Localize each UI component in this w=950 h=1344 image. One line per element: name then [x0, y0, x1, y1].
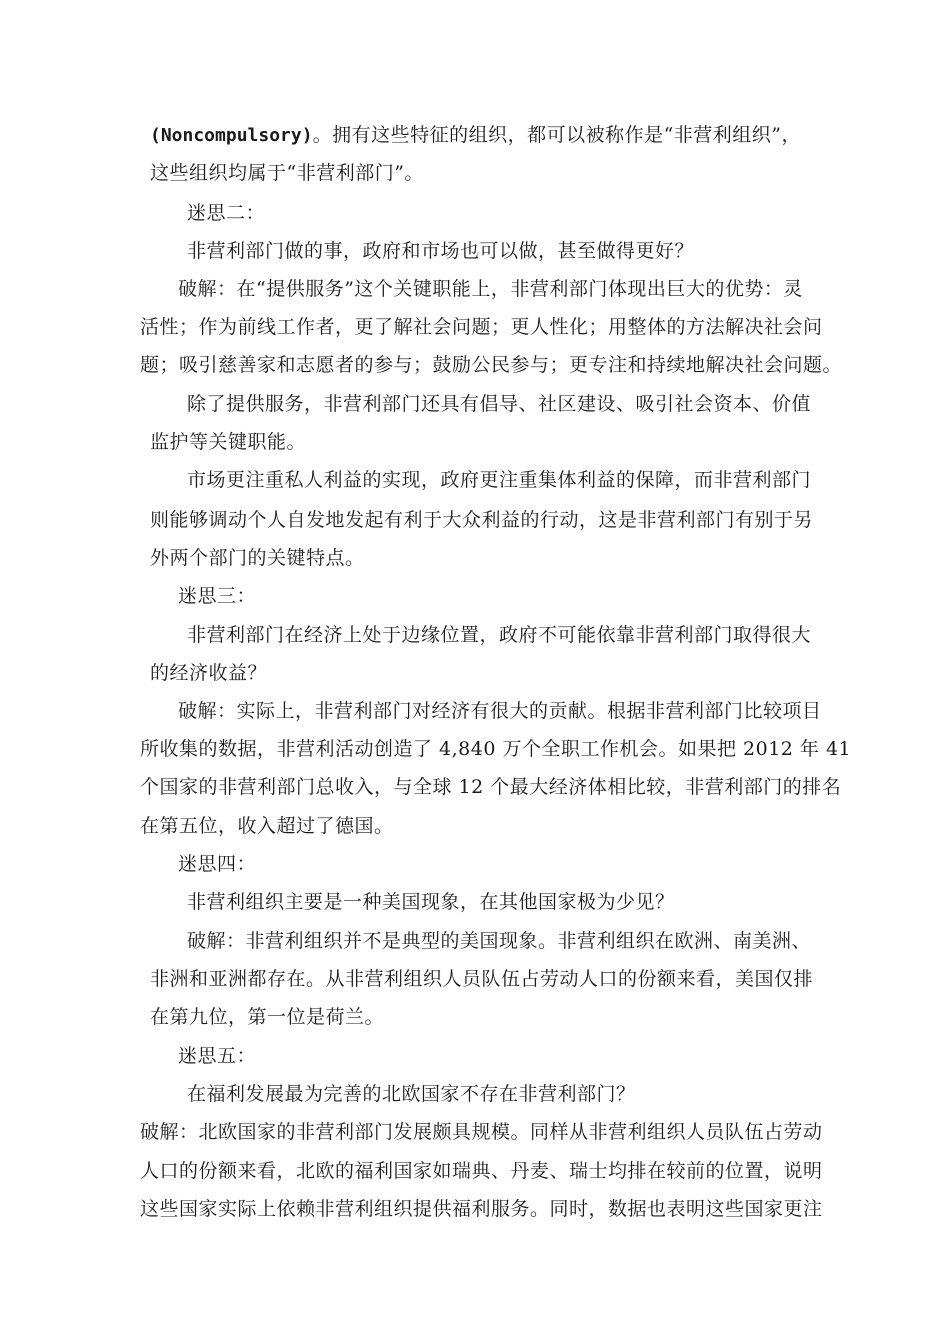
- paragraph-line: 非洲和亚洲都存在。从非营利组织人员队伍占劳动人口的份额来看，美国仅排: [150, 968, 814, 990]
- section-heading: 迷思二：: [187, 202, 266, 224]
- question-line: 非营利部门在经济上处于边缘位置，政府不可能依靠非营利部门取得很大: [187, 624, 812, 646]
- paragraph-line: 除了提供服务，非营利部门还具有倡导、社区建设、吸引社会资本、价值: [187, 393, 812, 415]
- paragraph-line: 破解：在“提供服务”这个关键职能上，非营利部门体现出巨大的优势：灵: [178, 278, 803, 300]
- paragraph-line: 活性；作为前线工作者，更了解社会问题；更人性化；用整体的方法解决社会问: [140, 316, 823, 338]
- paragraph-line: 所收集的数据，非营利活动创造了 4,840 万个全职工作机会。如果把 2012 年 41: [140, 738, 852, 760]
- paragraph-line: 则能够调动个人自发地发起有利于大众利益的行动，这是非营利部门有别于另: [150, 509, 814, 531]
- question-line: 非营利部门做的事，政府和市场也可以做，甚至做得更好？: [187, 240, 695, 262]
- question-line: 非营利组织主要是一种美国现象，在其他国家极为少见？: [187, 891, 675, 913]
- section-heading: 迷思四：: [178, 853, 257, 875]
- paragraph-line: 这些国家实际上依赖非营利组织提供福利服务。同时，数据也表明这些国家更注: [140, 1198, 823, 1220]
- section-heading: 迷思五：: [178, 1045, 257, 1067]
- paragraph-line-1: (Noncompulsory)。拥有这些特征的组织，都可以被称作是“非营利组织”，: [150, 124, 801, 146]
- paragraph-line: 破解：北欧国家的非营利部门发展颇具规模。同样从非营利组织人员队伍占劳动: [140, 1121, 823, 1143]
- paragraph-line: 在第五位，收入超过了德国。: [140, 815, 394, 837]
- paragraph-line-2: 这些组织均属于“非营利部门”。: [150, 162, 424, 184]
- paragraph-line: 个国家的非营利部门总收入，与全球 12 个最大经济体相比较，非营利部门的排名: [140, 776, 842, 798]
- paragraph-line: 监护等关键职能。: [150, 431, 307, 453]
- paragraph-line: 外两个部门的关键特点。: [150, 547, 365, 569]
- paragraph-line: 在第九位，第一位是荷兰。: [150, 1006, 385, 1028]
- paragraph-line: 人口的份额来看，北欧的福利国家如瑞典、丹麦、瑞士均排在较前的位置，说明: [140, 1160, 823, 1182]
- question-line: 在福利发展最为完善的北欧国家不存在非营利部门？: [187, 1083, 636, 1105]
- paragraph-line: 破解：非营利组织并不是典型的美国现象。非营利组织在欧洲、南美洲、: [187, 930, 812, 952]
- paragraph-line: 破解：实际上，非营利部门对经济有很大的贡献。根据非营利部门比较项目: [178, 700, 822, 722]
- section-heading: 迷思三：: [178, 585, 257, 607]
- paragraph-line: 题；吸引慈善家和志愿者的参与；鼓励公民参与；更专注和持续地解决社会问题。: [140, 354, 843, 376]
- paragraph-line: 市场更注重私人利益的实现，政府更注重集体利益的保障，而非营利部门: [187, 469, 812, 491]
- question-line: 的经济收益？: [150, 662, 268, 684]
- latin-term: (Noncompulsory): [150, 125, 313, 146]
